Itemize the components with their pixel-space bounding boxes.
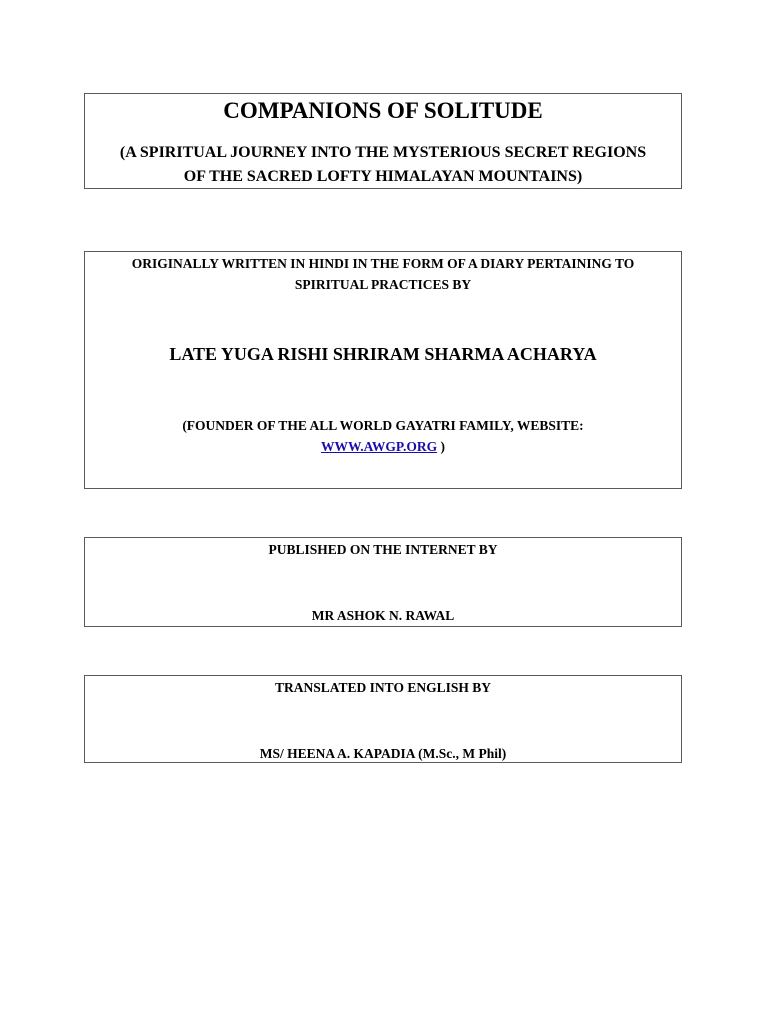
- translator-heading: TRANSLATED INTO ENGLISH BY: [275, 680, 491, 695]
- website-link[interactable]: WWW.AWGP.ORG: [321, 439, 438, 454]
- author-box: [84, 251, 682, 489]
- publisher-name: MR ASHOK N. RAWAL: [311, 608, 455, 623]
- document-title: COMPANIONS OF SOLITUDE: [223, 98, 543, 123]
- subtitle-line-2: OF THE SACRED LOFTY HIMALAYAN MOUNTAINS): [183, 168, 583, 185]
- author-name: LATE YUGA RISHI SHRIRAM SHARMA ACHARYA: [169, 344, 597, 364]
- translator-name: MS/ HEENA A. KAPADIA (M.Sc., M Phil): [259, 746, 507, 761]
- subtitle-line-1: (A SPIRITUAL JOURNEY INTO THE MYSTERIOUS SECRET REGIONS: [119, 144, 647, 161]
- intro-line-2: SPIRITUAL PRACTICES BY: [294, 277, 472, 292]
- title-box: [84, 93, 682, 189]
- translator-box: [84, 675, 682, 763]
- intro-line-1: ORIGINALLY WRITTEN IN HINDI IN THE FORM OF A DIARY PERTAINING TO: [131, 256, 635, 271]
- publisher-heading: PUBLISHED ON THE INTERNET BY: [268, 542, 498, 557]
- publisher-box: [84, 537, 682, 627]
- founder-line-2: [85, 436, 681, 457]
- closing-paren: ): [437, 439, 445, 454]
- founder-line-1: (FOUNDER OF THE ALL WORLD GAYATRI FAMILY, WEBSITE:: [182, 418, 584, 433]
